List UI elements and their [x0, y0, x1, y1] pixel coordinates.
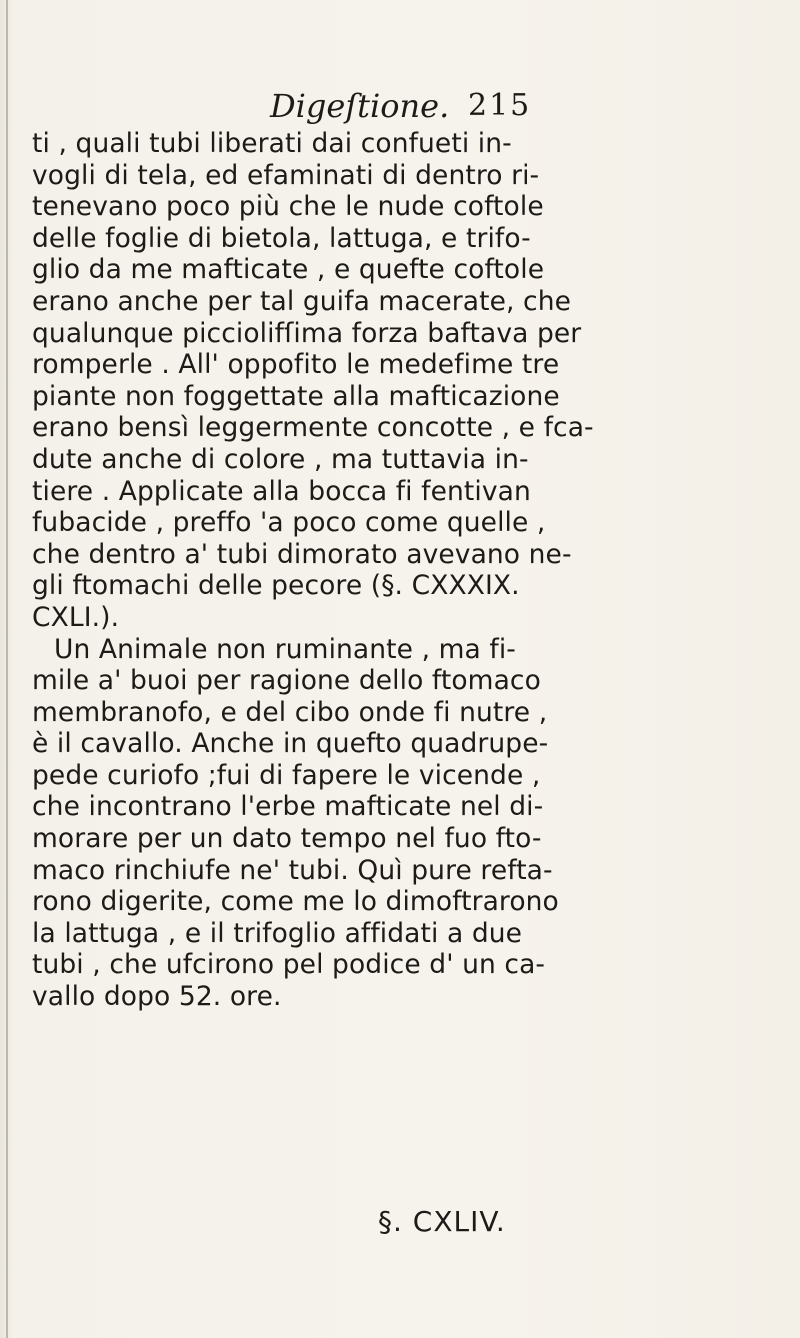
- text-line: piante non foggettate alla mafticazione: [32, 380, 560, 412]
- text-line: che incontrano l'erbe mafticate nel di-: [32, 791, 544, 823]
- text-line: membranofo, e del cibo onde fi nutre ,: [32, 696, 548, 728]
- page-left-edge: [6, 0, 8, 1338]
- text-line: fubacide , preffo 'a poco come quelle ,: [32, 507, 546, 539]
- page-number: 215: [468, 88, 532, 123]
- text-line: pede curiofo ;fui di fapere le vicende ,: [32, 759, 541, 791]
- text-line: mile a' buoi per ragione dello ftomaco: [32, 665, 541, 697]
- text-line: rono digerite, come me lo dimoftrarono: [32, 886, 559, 918]
- text-line: romperle . All' oppofito le medefime tre: [32, 349, 560, 381]
- paragraph-start-line: Un Animale non ruminante , ma fi-: [54, 633, 516, 665]
- text-line: erano anche per tal guifa macerate, che: [32, 285, 571, 317]
- text-line: vallo dopo 52. ore.: [32, 981, 282, 1013]
- text-line: gli ftomachi delle pecore (§. CXXXIX.: [32, 570, 520, 602]
- text-line: la lattuga , e il trifoglio affidati a due: [32, 917, 523, 949]
- text-line: tubi , che ufcirono pel podice d' un ca-: [32, 949, 546, 981]
- body-text: [32, 128, 732, 1013]
- text-line: ti , quali tubi liberati dai confueti in-: [32, 128, 512, 159]
- text-line: delle foglie di bietola, lattuga, e trifo-: [32, 222, 531, 254]
- text-line: tenevano poco più che le nude coftole: [32, 191, 544, 223]
- next-section-heading: §. CXLIV.: [378, 1205, 506, 1238]
- text-line: glio da me mafticate , e quefte coftole: [32, 254, 545, 286]
- running-head: [0, 84, 800, 134]
- running-title: Digeſtione.: [270, 87, 450, 125]
- text-line: qualunque picciolifſima forza baftava per: [32, 317, 582, 349]
- text-line: CXLI.).: [32, 601, 120, 633]
- text-line: morare per un dato tempo nel fuo fto-: [32, 823, 542, 855]
- text-line: dute anche di colore , ma tuttavia in-: [32, 443, 529, 475]
- text-line: che dentro a' tubi dimorato avevano ne-: [32, 538, 572, 570]
- text-line: è il cavallo. Anche in quefto quadrupe-: [32, 728, 549, 760]
- text-line: erano bensì leggermente concotte , e fca-: [32, 412, 594, 444]
- text-line: vogli di tela, ed efaminati di dentro ri-: [32, 159, 540, 191]
- text-line: tiere . Applicate alla bocca fi fentivan: [32, 475, 531, 507]
- text-line: maco rinchiufe ne' tubi. Quì pure refta-: [32, 854, 553, 886]
